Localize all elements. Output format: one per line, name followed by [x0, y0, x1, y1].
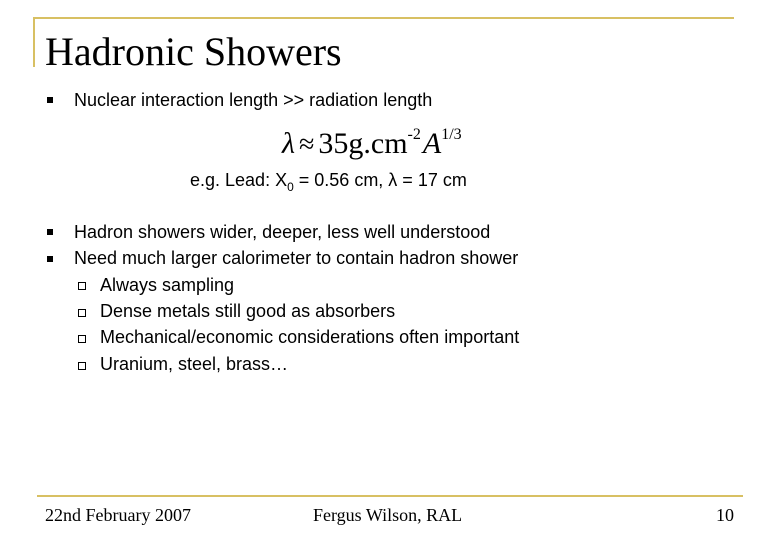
example-prefix: e.g. Lead: X [190, 170, 288, 190]
formula-var: A [422, 127, 442, 160]
sub-bullet-3-text: Mechanical/economic considerations often important [100, 327, 520, 347]
example-subscript: 0 [287, 180, 294, 194]
formula-exp1: -2 [407, 126, 421, 143]
footer-author: Fergus Wilson, RAL [313, 505, 463, 525]
sub-bullet-box-icon [78, 309, 86, 317]
formula-approx: ≈ [299, 129, 315, 160]
bullet-square-icon [47, 229, 53, 235]
formula [282, 126, 462, 166]
sub-bullet-1-text: Always sampling [100, 275, 235, 295]
bullet-1-text: Nuclear interaction length >> radiation length [74, 90, 433, 110]
footer-divider [37, 495, 743, 497]
sub-bullet-box-icon [78, 362, 86, 370]
footer-page-number: 10 [716, 505, 734, 525]
bullet-square-icon [47, 97, 53, 103]
frame-left-line [33, 17, 35, 67]
sub-bullet-2-text: Dense metals still good as absorbers [100, 301, 396, 321]
formula-value: 35g.cm [318, 127, 408, 160]
bullet-square-icon [47, 256, 53, 262]
bullet-2-text: Hadron showers wider, deeper, less well understood [74, 222, 491, 242]
sub-bullet-box-icon [78, 335, 86, 343]
bullet-3-text: Need much larger calorimeter to contain hadron shower [74, 248, 519, 268]
frame-top-line [33, 17, 734, 19]
sub-bullet-4-text: Uranium, steel, brass… [100, 354, 289, 374]
example-suffix: = 0.56 cm, λ = 17 cm [293, 170, 467, 190]
sub-bullet-box-icon [78, 282, 86, 290]
slide-title: Hadronic Showers [45, 29, 342, 74]
footer-date: 22nd February 2007 [45, 505, 191, 525]
formula-exp2: 1/3 [441, 126, 462, 143]
formula-lambda: λ [282, 127, 295, 160]
example-line [190, 169, 467, 198]
